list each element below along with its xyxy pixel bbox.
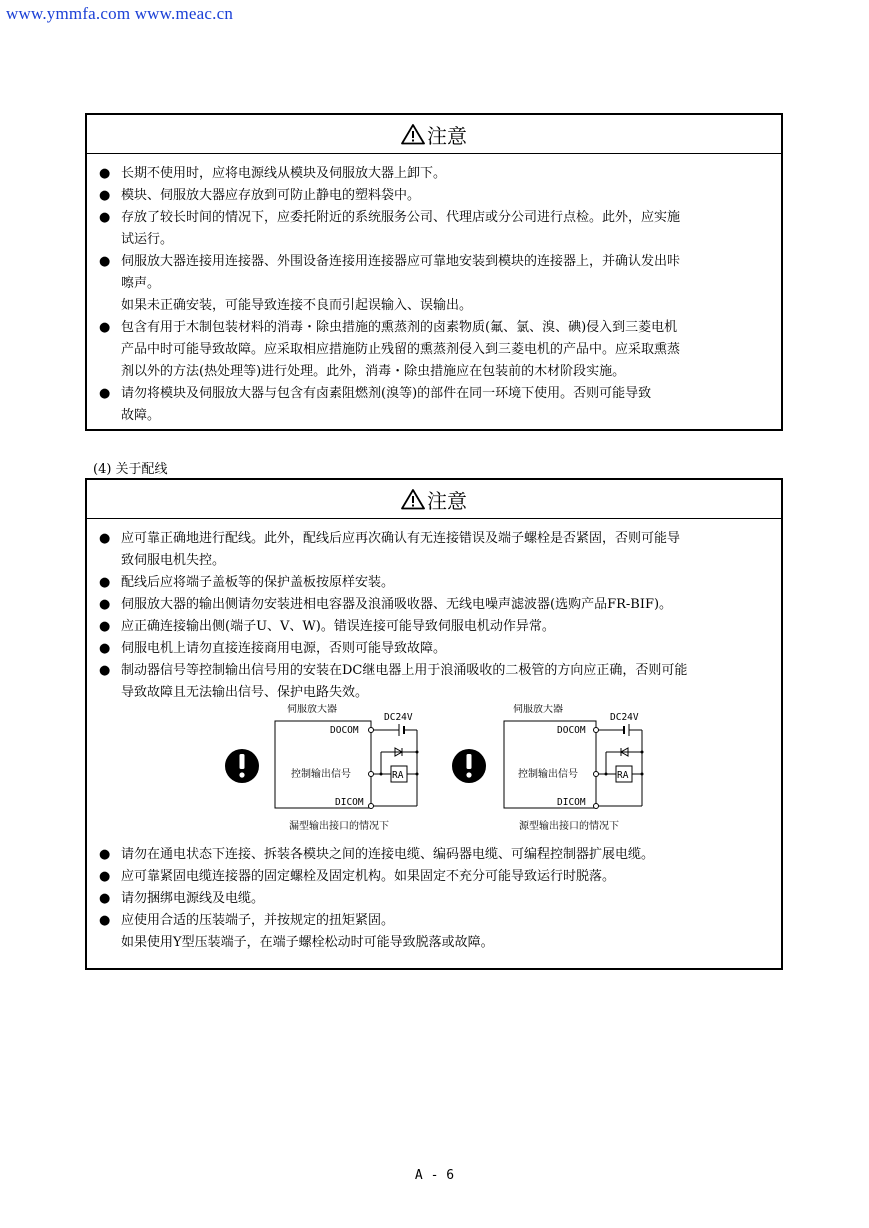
caution-item [99,910,771,954]
diagram-caption: 源型输出接口的情况下 [519,821,619,832]
bullet-icon: ● [99,210,111,225]
caution-item [99,594,771,616]
caution-item [99,638,771,660]
text-line: 如果使用Y型压装端子，在端子螺栓松动时可能导致脱落或故障。 [121,935,494,950]
bullet-icon: ● [99,188,111,203]
text-line: 伺服放大器连接用连接器、外围设备连接用连接器应可靠地安装到模块的连接器上，并确认发出咔 [121,254,681,269]
docom-label: DOCOM [330,725,359,736]
caution-item [99,572,771,594]
docom-label: DOCOM [557,725,586,736]
signal-label: 控制输出信号 [518,769,578,780]
text-line: 制动器信号等控制输出信号用的安装在DC继电器上用于浪涌吸收的二极管的方向应正确，否则可能 [121,663,688,678]
text-line: 长期不使用时，应将电源线从模块及伺服放大器上卸下。 [121,166,447,181]
caution-header [87,480,781,519]
caution-item-text [121,185,771,207]
warning-triangle-icon [401,488,425,510]
text-line: 应使用合适的压装端子，并按规定的扭矩紧固。 [121,913,395,928]
sink-output-diagram [225,704,419,832]
signal-label: 控制输出信号 [291,769,351,780]
diagram-canvas [99,704,773,844]
bullet-icon: ● [99,386,111,401]
relay-label: RA [617,770,629,781]
bullet-icon: ● [99,531,111,546]
text-line: 如果未正确安装，可能导致连接不良而引起误输入、误输出。 [121,298,473,313]
caution-list [87,519,781,954]
text-line: 请勿将模块及伺服放大器与包含有卤素阻燃剂(溴等)的部件在同一环境下使用。否则可能导致 [121,386,652,401]
bullet-icon: ● [99,320,111,335]
caution-item-text [121,251,771,317]
caution-title: 注意 [427,488,467,513]
dicom-label: DICOM [335,797,364,808]
caution-item [99,660,771,704]
caution-item [99,383,771,427]
caution-item-text [121,638,771,660]
caution-item [99,163,771,185]
bullet-icon: ● [99,575,111,590]
caution-item-text [121,844,771,866]
caution-item-text [121,616,771,638]
caution-item-text [121,594,771,616]
caution-item-text [121,528,771,572]
caution-item-text [121,207,771,251]
text-line: 请勿捆绑电源线及电缆。 [121,891,265,906]
prohibition-icon [225,749,259,783]
text-line: 产品中时可能导致故障。应采取相应措施防止残留的熏蒸剂侵入到三菱电机的产品中。应采取熏蒸 [121,342,681,357]
caution-item [99,251,771,317]
text-line: 伺服电机上请勿直接连接商用电源，否则可能导致故障。 [121,641,447,656]
text-line: 试运行。 [121,232,174,247]
caution-box-wiring [85,478,783,970]
amplifier-label: 伺服放大器 [513,704,563,715]
text-line: 模块、伺服放大器应存放到可防止静电的塑料袋中。 [121,188,421,203]
text-line: 剂以外的方法(热处理等)进行处理。此外，消毒・除虫措施应在包装前的木材阶段实施。 [121,364,626,379]
diagram-caption: 漏型输出接口的情况下 [289,821,389,832]
section-heading: (4) 关于配线 [93,462,168,477]
caution-item-text [121,910,771,954]
caution-item [99,317,771,383]
text-line: 伺服放大器的输出侧请勿安装进相电容器及浪涌吸收器、无线电噪声滤波器(选购产品FR-BIF)。 [121,597,673,612]
caution-header [87,115,781,154]
caution-item [99,207,771,251]
caution-item-text [121,660,771,704]
dc24v-label: DC24V [384,712,413,723]
source-output-diagram [452,704,644,832]
bullet-icon: ● [99,597,111,612]
prohibition-icon [452,749,486,783]
caution-item [99,888,771,910]
bullet-icon: ● [99,913,111,928]
bullet-icon: ● [99,869,111,884]
caution-box-storage [85,113,783,431]
bullet-icon: ● [99,847,111,862]
bullet-icon: ● [99,254,111,269]
caution-item-text [121,163,771,185]
dicom-label: DICOM [557,797,586,808]
caution-item [99,616,771,638]
text-line: 应可靠正确地进行配线。此外，配线后应再次确认有无连接错误及端子螺栓是否紧固，否则可能导 [121,531,681,546]
caution-item [99,528,771,572]
bullet-icon: ● [99,166,111,181]
caution-list [87,154,781,427]
caution-item-text [121,383,771,427]
page-number: A - 6 [414,1168,455,1183]
bullet-icon: ● [99,641,111,656]
caution-item [99,866,771,888]
text-line: 配线后应将端子盖板等的保护盖板按原样安装。 [121,575,395,590]
text-line: 应可靠紧固电缆连接器的固定螺栓及固定机构。如果固定不充分可能导致运行时脱落。 [121,869,616,884]
relay-label: RA [392,770,404,781]
caution-item-text [121,572,771,594]
text-line: 应正确连接输出侧(端子U、V、W)。错误连接可能导致伺服电机动作异常。 [121,619,555,634]
warning-triangle-icon [401,123,425,145]
text-line: 导致故障且无法输出信号、保护电路失效。 [121,685,369,700]
caution-item-text [121,888,771,910]
caution-item-text [121,866,771,888]
text-line: 故障。 [121,408,161,423]
dc24v-label: DC24V [610,712,639,723]
text-line: 嚓声。 [121,276,161,291]
amplifier-label: 伺服放大器 [287,704,337,715]
text-line: 包含有用于木制包装材料的消毒・除虫措施的熏蒸剂的卤素物质(氟、氯、溴、碘)侵入到三菱电机 [121,320,678,335]
watermark: www.ymmfa.com www.meac.cn [6,4,234,23]
bullet-icon: ● [99,891,111,906]
caution-item-text [121,317,771,383]
text-line: 存放了较长时间的情况下，应委托附近的系统服务公司、代理店或分公司进行点检。此外，应实施 [121,210,681,225]
caution-title: 注意 [427,123,467,148]
caution-item [99,185,771,207]
text-line: 请勿在通电状态下连接、拆装各模块之间的连接电缆、编码器电缆、可编程控制器扩展电缆。 [121,847,655,862]
caution-item [99,844,771,866]
bullet-icon: ● [99,619,111,634]
diode-wiring-diagrams [99,704,771,844]
text-line: 致伺服电机失控。 [121,553,226,568]
bullet-icon: ● [99,663,111,678]
